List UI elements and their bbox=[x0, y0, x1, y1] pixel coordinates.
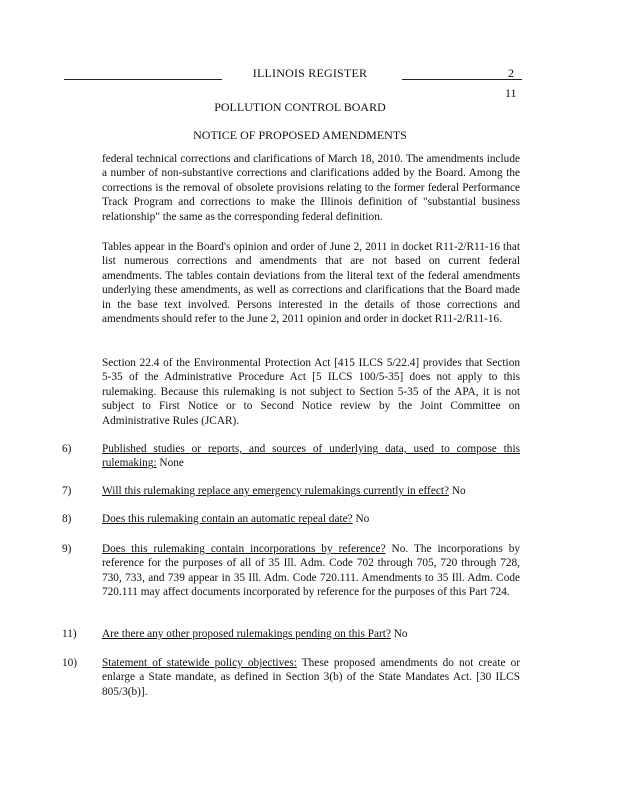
item-number: 10) bbox=[62, 657, 78, 669]
item-answer: No. The incorporations by reference for the purposes of all of 35 Ill. Adm. Code 702 through 705, 720 through 728, 730, 733, and 739 appear in 35 Ill. Adm. Code 720.111. Amendments to 35 Ill. Adm. Code 720.111 may affect documents incorporated by reference for the purposes of this Part 724. bbox=[102, 543, 520, 599]
item-answer: No bbox=[352, 513, 370, 525]
item-number: 7) bbox=[62, 485, 72, 497]
notice-title: NOTICE OF PROPOSED AMENDMENTS bbox=[193, 128, 407, 142]
paragraph-tables: Tables appear in the Board's opinion and order of June 2, 2011 in docket R11-2/R11-16 that list numerous corrections and amendments that are not based on current federal amendments. The tables contain deviations from the literal text of the federal amendments underlying these amendments, as well as corrections and clarifications that the Board made in the base text involved. Persons interested in the details of those corrections and amendments should refer to the June 2, 2011 opinion and order in docket R11-2/R11-16. bbox=[102, 241, 520, 326]
item-heading: Are there any other proposed rulemakings pending on this Part? bbox=[102, 628, 391, 640]
item-heading: Does this rulemaking contain incorporations by reference? bbox=[102, 543, 386, 555]
issue-number: 11 bbox=[505, 86, 517, 100]
agency-name: POLLUTION CONTROL BOARD bbox=[214, 100, 386, 114]
item-answer: These proposed amendments do not create or enlarge a State mandate, as defined in Section 3(b) of the State Mandates Act. [30 ILCS 805/3(b)]. bbox=[102, 657, 520, 698]
item-body bbox=[102, 512, 520, 526]
item-number: 9) bbox=[62, 543, 72, 555]
paragraph-section-22-4: Section 22.4 of the Environmental Protection Act [415 ILCS 5/22.4] provides that Section 5-35 of the Administrative Procedure Act [5 ILCS 100/5-35] does not apply to this rulemaking. Because this rulemaking is not subject to Section 5-35 of the APA, it is not subject to First Notice or to Second Notice review by the Joint Committee on Administrative Rules (JCAR). bbox=[102, 357, 520, 427]
item-body bbox=[102, 627, 520, 641]
item-heading: Published studies or reports, and sources of underlying data, used to compose this rulemaking: bbox=[102, 443, 520, 470]
item-heading: Will this rulemaking replace any emergency rulemakings currently in effect? bbox=[102, 485, 449, 497]
item-heading: Does this rulemaking contain an automatic repeal date? bbox=[102, 513, 353, 525]
register-title: ILLINOIS REGISTER bbox=[252, 66, 368, 80]
paragraph-federal-corrections: federal technical corrections and clarifications of March 18, 2010. The amendments include a number of non-substantive corrections and clarifications added by the Board. Among the corrections is the removal of obsolete provisions relating to the former federal Performance Track Program and corrections to make the Illinois definition of "substantial business relationship" the same as the corresponding federal definition. bbox=[102, 153, 520, 223]
item-body bbox=[102, 484, 520, 498]
item-answer: None bbox=[156, 457, 184, 470]
item-body bbox=[102, 442, 520, 471]
item-answer: No bbox=[449, 485, 466, 497]
page-number: 2 bbox=[508, 66, 514, 80]
item-number: 8) bbox=[62, 513, 72, 525]
item-body bbox=[102, 656, 520, 699]
item-number: 6) bbox=[62, 443, 72, 455]
item-number: 11) bbox=[62, 628, 77, 640]
item-answer: No bbox=[390, 628, 408, 640]
item-heading: Statement of statewide policy objectives: bbox=[102, 657, 297, 669]
item-body bbox=[102, 542, 520, 600]
